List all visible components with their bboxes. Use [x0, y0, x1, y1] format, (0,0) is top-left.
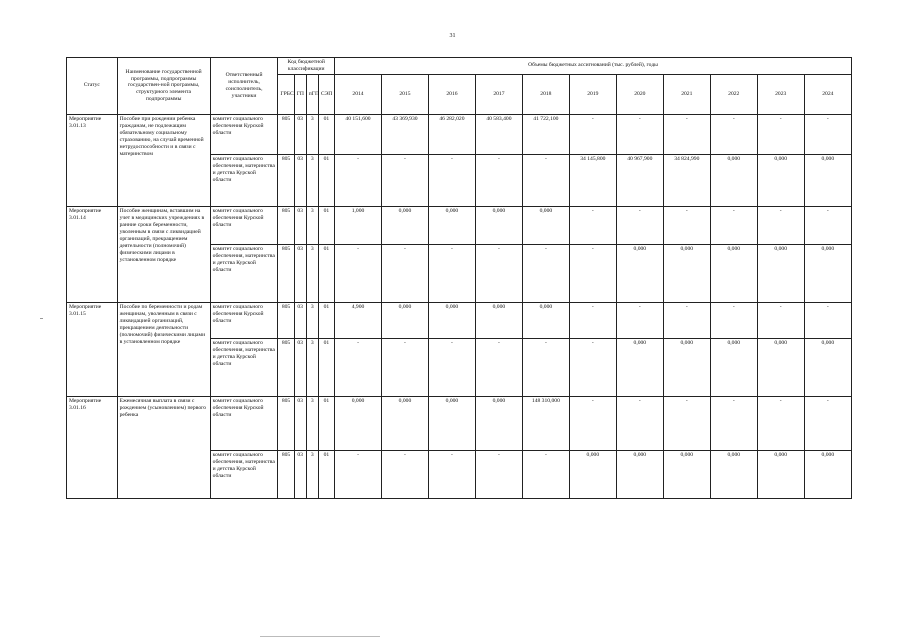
row-value-2018: 0,000	[522, 302, 569, 338]
row-status: Мероприятие 3.01.16	[67, 396, 118, 498]
row-code: 03	[294, 450, 306, 498]
row-code: 03	[294, 302, 306, 338]
header-year-2022: 2022	[710, 74, 757, 114]
row-value-2015: -	[381, 338, 428, 396]
row-value-2023: 0,000	[757, 338, 804, 396]
row-code: 3	[306, 302, 318, 338]
row-value-2018: -	[522, 450, 569, 498]
row-code: 3	[306, 154, 318, 206]
row-value-2022: -	[710, 396, 757, 450]
row-value-2022: 0,000	[710, 338, 757, 396]
row-value-2017: -	[475, 154, 522, 206]
row-value-2017: 0,000	[475, 206, 522, 244]
row-value-2020: 0,000	[616, 450, 663, 498]
row-value-2016: 0,000	[428, 206, 475, 244]
header-year-2015: 2015	[381, 74, 428, 114]
row-code: 3	[306, 396, 318, 450]
row-code: 3	[306, 338, 318, 396]
row-value-2021: 34 824,990	[663, 154, 710, 206]
budget-table	[66, 57, 852, 499]
row-code: 01	[318, 302, 334, 338]
row-value-2014: -	[335, 450, 382, 498]
row-code: 01	[318, 244, 334, 302]
row-value-2022: 0,000	[710, 244, 757, 302]
row-value-2019: -	[569, 244, 616, 302]
row-code: 03	[294, 114, 306, 154]
row-value-2021: -	[663, 114, 710, 154]
header-budget-code: Код бюджетной классификации	[278, 58, 335, 75]
row-code: 01	[318, 396, 334, 450]
row-value-2015: 0,000	[381, 206, 428, 244]
row-code: 01	[318, 338, 334, 396]
table-row	[67, 206, 852, 244]
row-code: 805	[278, 244, 294, 302]
header-year-2020: 2020	[616, 74, 663, 114]
row-status: Мероприятие 3.01.13	[67, 114, 118, 206]
row-code: 03	[294, 396, 306, 450]
row-value-2018: -	[522, 338, 569, 396]
row-value-2022: 0,000	[710, 450, 757, 498]
row-code: 805	[278, 450, 294, 498]
row-value-2020: -	[616, 206, 663, 244]
header-year-2016: 2016	[428, 74, 475, 114]
row-code: 805	[278, 114, 294, 154]
header-year-2017: 2017	[475, 74, 522, 114]
row-value-2024: 0,000	[804, 244, 851, 302]
row-value-2024: 0,000	[804, 154, 851, 206]
row-value-2014: 1,000	[335, 206, 382, 244]
row-code: 3	[306, 244, 318, 302]
header-year-2018: 2018	[522, 74, 569, 114]
header-code-3: СЭП	[318, 74, 334, 114]
row-value-2017: 40 583,400	[475, 114, 522, 154]
row-status: Мероприятие 3.01.15	[67, 302, 118, 396]
row-code: 805	[278, 396, 294, 450]
row-value-2020: -	[616, 396, 663, 450]
row-value-2020: 0,000	[616, 244, 663, 302]
row-value-2014: -	[335, 154, 382, 206]
header-year-2024: 2024	[804, 74, 851, 114]
scan-artifact	[40, 318, 43, 319]
row-code: 805	[278, 154, 294, 206]
row-value-2020: 0,000	[616, 338, 663, 396]
row-value-2021: 0,000	[663, 450, 710, 498]
row-value-2024: -	[804, 302, 851, 338]
row-value-2024: 0,000	[804, 450, 851, 498]
row-value-2019: -	[569, 338, 616, 396]
row-value-2014: 40 151,600	[335, 114, 382, 154]
row-value-2020: -	[616, 114, 663, 154]
row-value-2022: -	[710, 114, 757, 154]
row-code: 01	[318, 114, 334, 154]
row-value-2015: -	[381, 154, 428, 206]
header-year-2019: 2019	[569, 74, 616, 114]
row-value-2021: -	[663, 206, 710, 244]
row-value-2019: 0,000	[569, 450, 616, 498]
row-value-2014: 4,900	[335, 302, 382, 338]
row-name: Пособие при рождении ребенка гражданам, не подлежащим обязательному социальному страхованию, на случай временной нетрудоспособности и в связи с материнством	[117, 114, 210, 206]
row-value-2017: 0,000	[475, 302, 522, 338]
row-value-2019: -	[569, 396, 616, 450]
row-value-2024: 0,000	[804, 338, 851, 396]
row-code: 805	[278, 206, 294, 244]
table-row	[67, 396, 852, 450]
row-value-2016: -	[428, 154, 475, 206]
row-executor: комитет социального обеспечения, материнства и детства Курской области	[210, 338, 278, 396]
row-value-2023: -	[757, 114, 804, 154]
row-value-2023: 0,000	[757, 154, 804, 206]
row-value-2017: -	[475, 450, 522, 498]
row-value-2016: 0,000	[428, 302, 475, 338]
row-value-2015: -	[381, 450, 428, 498]
row-value-2014: -	[335, 338, 382, 396]
row-executor: комитет социального обеспечения, материнства и детства Курской области	[210, 244, 278, 302]
row-value-2015: 0,000	[381, 302, 428, 338]
row-code: 805	[278, 338, 294, 396]
row-value-2021: 0,000	[663, 244, 710, 302]
row-value-2016: 46 282,020	[428, 114, 475, 154]
row-code: 03	[294, 154, 306, 206]
row-value-2017: -	[475, 338, 522, 396]
scan-artifact	[260, 636, 380, 637]
row-value-2018: 41 722,100	[522, 114, 569, 154]
row-value-2019: -	[569, 114, 616, 154]
row-code: 03	[294, 206, 306, 244]
row-value-2022: 0,000	[710, 154, 757, 206]
row-value-2023: -	[757, 206, 804, 244]
row-value-2024: -	[804, 396, 851, 450]
header-executor: Ответственный исполнитель, соисполнитель, участники	[210, 58, 278, 115]
header-code-0: ГРБС	[278, 74, 294, 114]
row-value-2016: -	[428, 338, 475, 396]
row-code: 03	[294, 244, 306, 302]
row-value-2018: 148 310,000	[522, 396, 569, 450]
row-value-2021: -	[663, 396, 710, 450]
header-year-2023: 2023	[757, 74, 804, 114]
row-value-2016: -	[428, 450, 475, 498]
row-value-2019: 34 145,800	[569, 154, 616, 206]
row-code: 3	[306, 206, 318, 244]
row-value-2016: -	[428, 244, 475, 302]
row-value-2014: -	[335, 244, 382, 302]
header-code-2: пГП	[306, 74, 318, 114]
row-value-2023: 0,000	[757, 244, 804, 302]
row-value-2015: 43 369,930	[381, 114, 428, 154]
row-value-2023: 0,000	[757, 450, 804, 498]
row-value-2015: 0,000	[381, 396, 428, 450]
header-year-2021: 2021	[663, 74, 710, 114]
row-name: Пособие женщинам, вставшим на учет в медицинских учреждениях в ранние сроки беременности, уволенным в связи с ликвидацией организаций, прекращением деятельности (полномочий) физическими лицами в установленном порядке	[117, 206, 210, 302]
row-value-2015: -	[381, 244, 428, 302]
row-code: 03	[294, 338, 306, 396]
row-value-2021: 0,000	[663, 338, 710, 396]
row-value-2022: -	[710, 206, 757, 244]
page-number: 31	[449, 33, 456, 39]
row-value-2023: -	[757, 396, 804, 450]
header-volumes: Объемы бюджетных ассигнований (тыс. рублей), годы	[335, 58, 852, 75]
row-value-2020: -	[616, 302, 663, 338]
row-value-2018: 0,000	[522, 206, 569, 244]
row-code: 3	[306, 114, 318, 154]
row-name: Пособие по беременности и родам женщинам, уволенным в связи с ликвидацией организаций, прекращением деятельности (полномочий) физическими лицами в установленном порядке	[117, 302, 210, 396]
row-executor: комитет социального обеспечения Курской области	[210, 206, 278, 244]
header-name: Наименование государственной программы, подпрограммы государствен-ной программы, структурного элемента подпрограммы	[117, 58, 210, 115]
row-code: 01	[318, 450, 334, 498]
row-code: 01	[318, 206, 334, 244]
row-code: 3	[306, 450, 318, 498]
row-value-2016: 0,000	[428, 396, 475, 450]
row-value-2023: -	[757, 302, 804, 338]
row-executor: комитет социального обеспечения Курской области	[210, 114, 278, 154]
row-executor: комитет социального обеспечения Курской области	[210, 302, 278, 338]
row-code: 805	[278, 302, 294, 338]
row-value-2017: -	[475, 244, 522, 302]
row-code: 01	[318, 154, 334, 206]
row-name: Ежемесячная выплата в связи с рождением (усыновлением) первого ребенка	[117, 396, 210, 498]
row-executor: комитет социального обеспечения, материнства и детства Курской области	[210, 154, 278, 206]
header-code-1: ГП	[294, 74, 306, 114]
table-row	[67, 114, 852, 154]
row-value-2024: -	[804, 206, 851, 244]
row-executor: комитет социального обеспечения Курской области	[210, 396, 278, 450]
row-value-2018: -	[522, 244, 569, 302]
header-year-2014: 2014	[335, 74, 382, 114]
row-value-2024: -	[804, 114, 851, 154]
row-value-2019: -	[569, 206, 616, 244]
row-value-2020: 40 967,900	[616, 154, 663, 206]
header-status: Статус	[67, 58, 118, 115]
row-value-2022: -	[710, 302, 757, 338]
row-value-2019: -	[569, 302, 616, 338]
row-value-2018: -	[522, 154, 569, 206]
row-value-2021: -	[663, 302, 710, 338]
row-value-2014: 0,000	[335, 396, 382, 450]
row-executor: комитет социального обеспечения, материнства и детства Курской области	[210, 450, 278, 498]
row-value-2017: 0,000	[475, 396, 522, 450]
table-row	[67, 302, 852, 338]
row-status: Мероприятие 3.01.14	[67, 206, 118, 302]
